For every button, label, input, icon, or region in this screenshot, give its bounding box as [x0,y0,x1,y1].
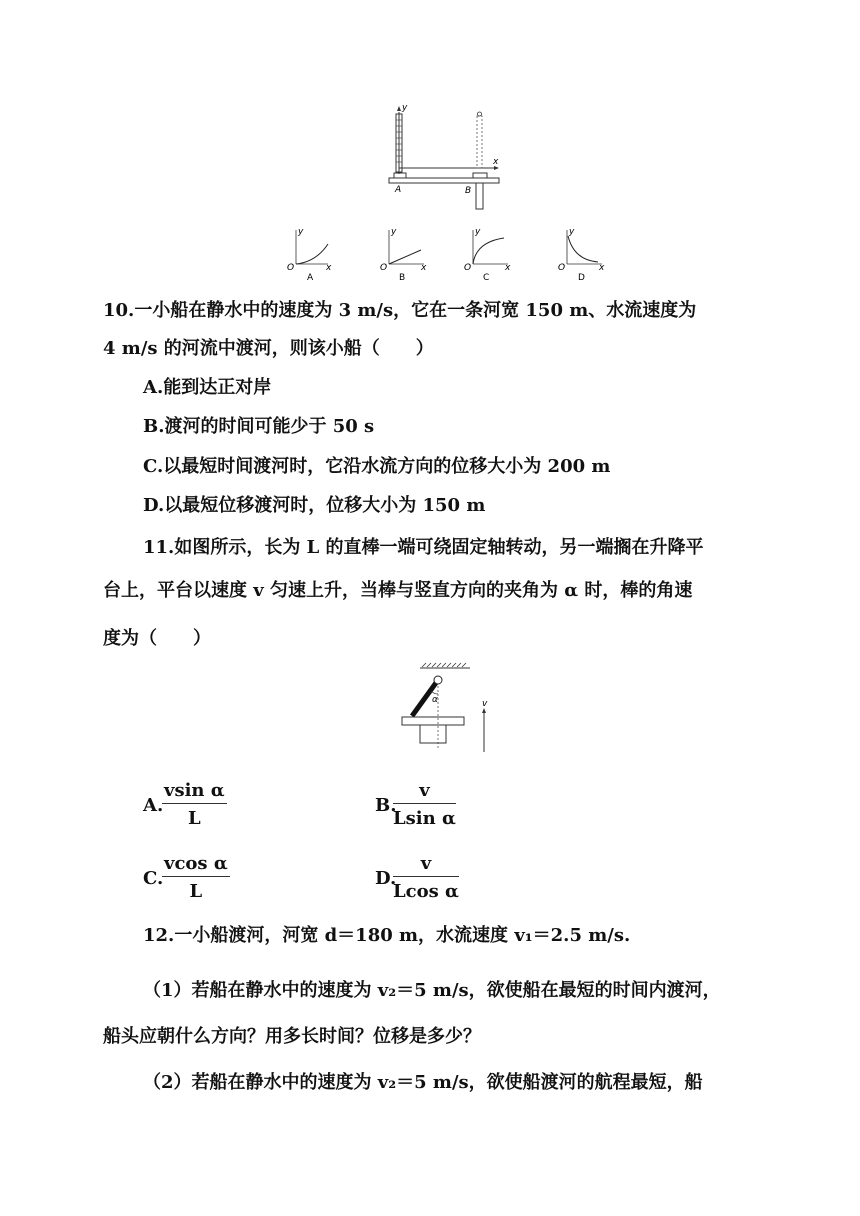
svg-text:O: O [558,263,566,273]
graph-b [380,227,427,282]
q11-option-d: D. [375,868,397,889]
svg-text:D: D [578,273,585,282]
svg-text:x: x [505,263,511,273]
q10-stem-line2: 4 m/s 的河流中渡河，则该小船（ ） [103,338,434,359]
q10-option-c: C.以最短时间渡河时，它沿水流方向的位移大小为 200 m [143,456,611,477]
label-a: A [395,185,402,195]
q10-option-d: D.以最短位移渡河时，位移大小为 150 m [143,495,486,516]
q11-stem-line3: 度为（ ） [103,628,211,649]
q10-option-a: A.能到达正对岸 [143,377,272,398]
label-b: B [465,186,472,196]
svg-text:C: C [483,273,490,282]
q12-part1-line2: 船头应朝什么方向？用多长时间？位移是多少？ [103,1026,481,1047]
q11-option-a: A. [143,795,164,816]
v-label: v [482,699,488,709]
q12-part1-line1: （1）若船在静水中的速度为 v₂＝5 m/s，欲使船在最短的时间内渡河， [143,980,721,1001]
graph-c [464,227,511,282]
apparatus-figure [385,100,505,212]
q11-stem-line1: 11.如图所示，长为 L 的直棒一端可绕固定轴转动，另一端搁在升降平 [143,537,704,558]
q12-stem: 12.一小船渡河，河宽 d＝180 m，水流速度 v₁＝2.5 m/s. [143,925,631,946]
svg-text:O: O [380,263,388,273]
svg-text:B: B [399,273,406,282]
q10-option-b: B.渡河的时间可能少于 50 s [143,416,375,437]
q11-option-b-fraction: $\frac{v}{\text{Lsin α}}$ [393,780,456,829]
q11-stem-line2: 台上，平台以速度 v 匀速上升，当棒与竖直方向的夹角为 α 时，棒的角速 [103,580,693,601]
alpha-label: α [432,695,438,705]
tube-b [477,116,482,168]
svg-text:A: A [307,273,314,282]
svg-text:x: x [421,263,427,273]
svg-text:y: y [391,227,397,237]
svg-text:y: y [569,227,575,237]
svg-text:y: y [298,227,304,237]
svg-text:y: y [475,227,481,237]
svg-text:x: x [599,263,605,273]
graph-a [287,227,332,282]
graph-d [558,227,605,282]
q11-option-d-fraction: $\frac{v}{\text{Lcos α}}$ [393,853,459,902]
q11-option-b: B. [375,795,397,816]
y-axis-label: y [402,103,408,113]
rod-figure [398,662,498,756]
q11-option-a-fraction: $\frac{\text{vsin α}}{L}$ [164,780,225,829]
q10-stem-line1: 10.一小船在静水中的速度为 3 m/s，它在一条河宽 150 m、水流速度为 [103,300,697,321]
svg-text:x: x [326,263,332,273]
choice-graphs [282,226,612,282]
q12-part2-line1: （2）若船在静水中的速度为 v₂＝5 m/s，欲使船渡河的航程最短，船 [143,1072,703,1093]
svg-text:O: O [464,263,472,273]
q11-option-c: C. [143,868,164,889]
svg-text:O: O [287,263,295,273]
x-axis-label: x [493,157,499,167]
q11-option-c-fraction: $\frac{\text{vcos α}}{L}$ [164,853,228,902]
